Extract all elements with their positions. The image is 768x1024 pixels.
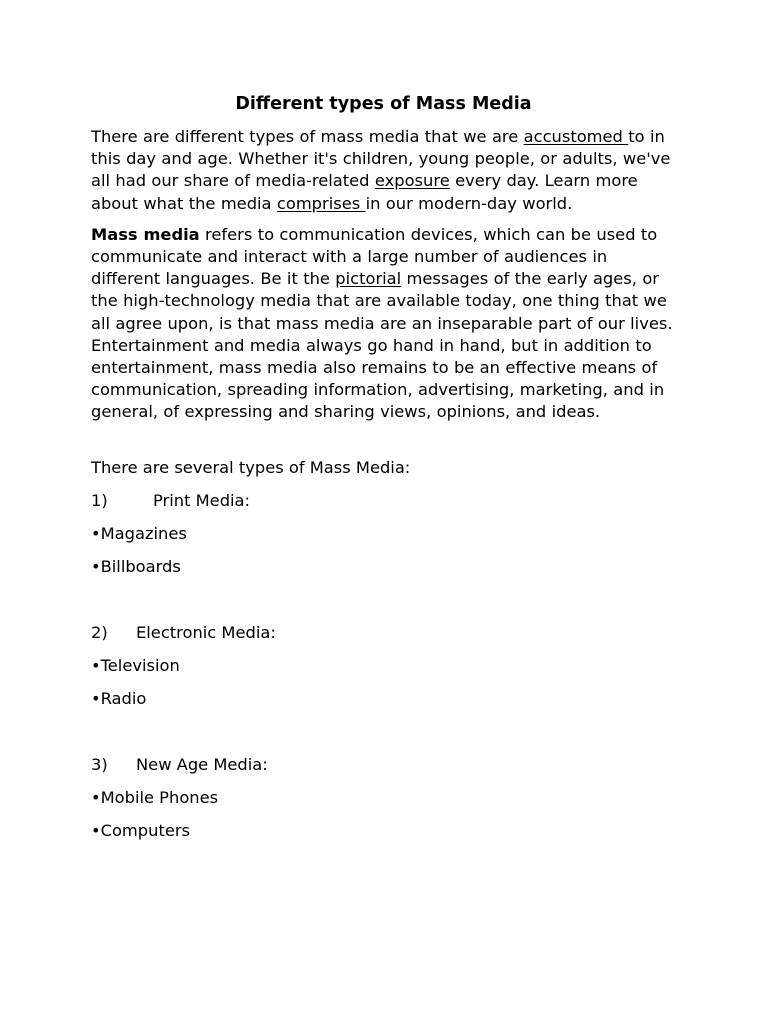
intro-text-2: to in this day and age. Whether it's children, young people, or adults, we've all had our share of media-related xyxy=(91,127,671,191)
intro-text-4: in our modern-day world. xyxy=(365,193,573,213)
list-item: •Radio xyxy=(91,688,147,708)
types-intro: There are several types of Mass Media: xyxy=(91,457,411,477)
list-item: •Mobile Phones xyxy=(91,787,219,807)
blank-line xyxy=(91,721,676,754)
definition-text-2: messages of the early ages, or the high-technology media that are available today, one thing that we all agree upon, is that mass media are an inseparable part of our lives. Entertainment and media always go hand in hand, but in addition to entertainment, mass media also remains to be an effective means of communication, spreading information, advertising, marketing, and in general, of expressing and sharing views, opinions, and ideas. xyxy=(91,269,673,422)
blank-line xyxy=(91,424,676,457)
type-group-electronic-media xyxy=(91,622,676,710)
underlined-word-comprises: comprises xyxy=(276,193,366,213)
definition-paragraph xyxy=(91,224,676,424)
type-number: 1) xyxy=(91,490,108,510)
list-item: •Billboards xyxy=(91,556,181,576)
underlined-word-accustomed: accustomed xyxy=(523,127,629,146)
type-label: Print Media: xyxy=(153,490,251,510)
type-number: 2) xyxy=(91,622,108,642)
definition-text-1: refers to communication devices, which can be used to communicate and interact with a large number of audiences in different languages. Be it the xyxy=(91,224,658,289)
type-label: New Age Media: xyxy=(136,754,268,774)
underlined-word-pictorial: pictorial xyxy=(335,269,402,289)
document-title: Different types of Mass Media xyxy=(235,94,532,114)
type-heading xyxy=(91,622,676,644)
type-number: 3) xyxy=(91,754,108,774)
type-heading xyxy=(91,754,676,776)
list-item: •Magazines xyxy=(91,523,187,543)
list-item: •Computers xyxy=(91,820,191,840)
type-group-new-age-media xyxy=(91,754,676,842)
intro-text-1: There are different types of mass media that we are xyxy=(91,127,524,146)
blank-line xyxy=(91,589,676,622)
intro-text-3: every day. Learn more about what the media xyxy=(91,171,638,213)
intro-paragraph xyxy=(91,126,676,215)
type-heading xyxy=(91,490,676,512)
type-label: Electronic Media: xyxy=(136,622,276,642)
types-list xyxy=(91,490,676,842)
underlined-word-exposure: exposure xyxy=(374,171,450,191)
type-group-print-media xyxy=(91,490,676,578)
list-item: •Television xyxy=(91,655,180,675)
bold-term-mass-media: Mass media xyxy=(91,224,200,244)
